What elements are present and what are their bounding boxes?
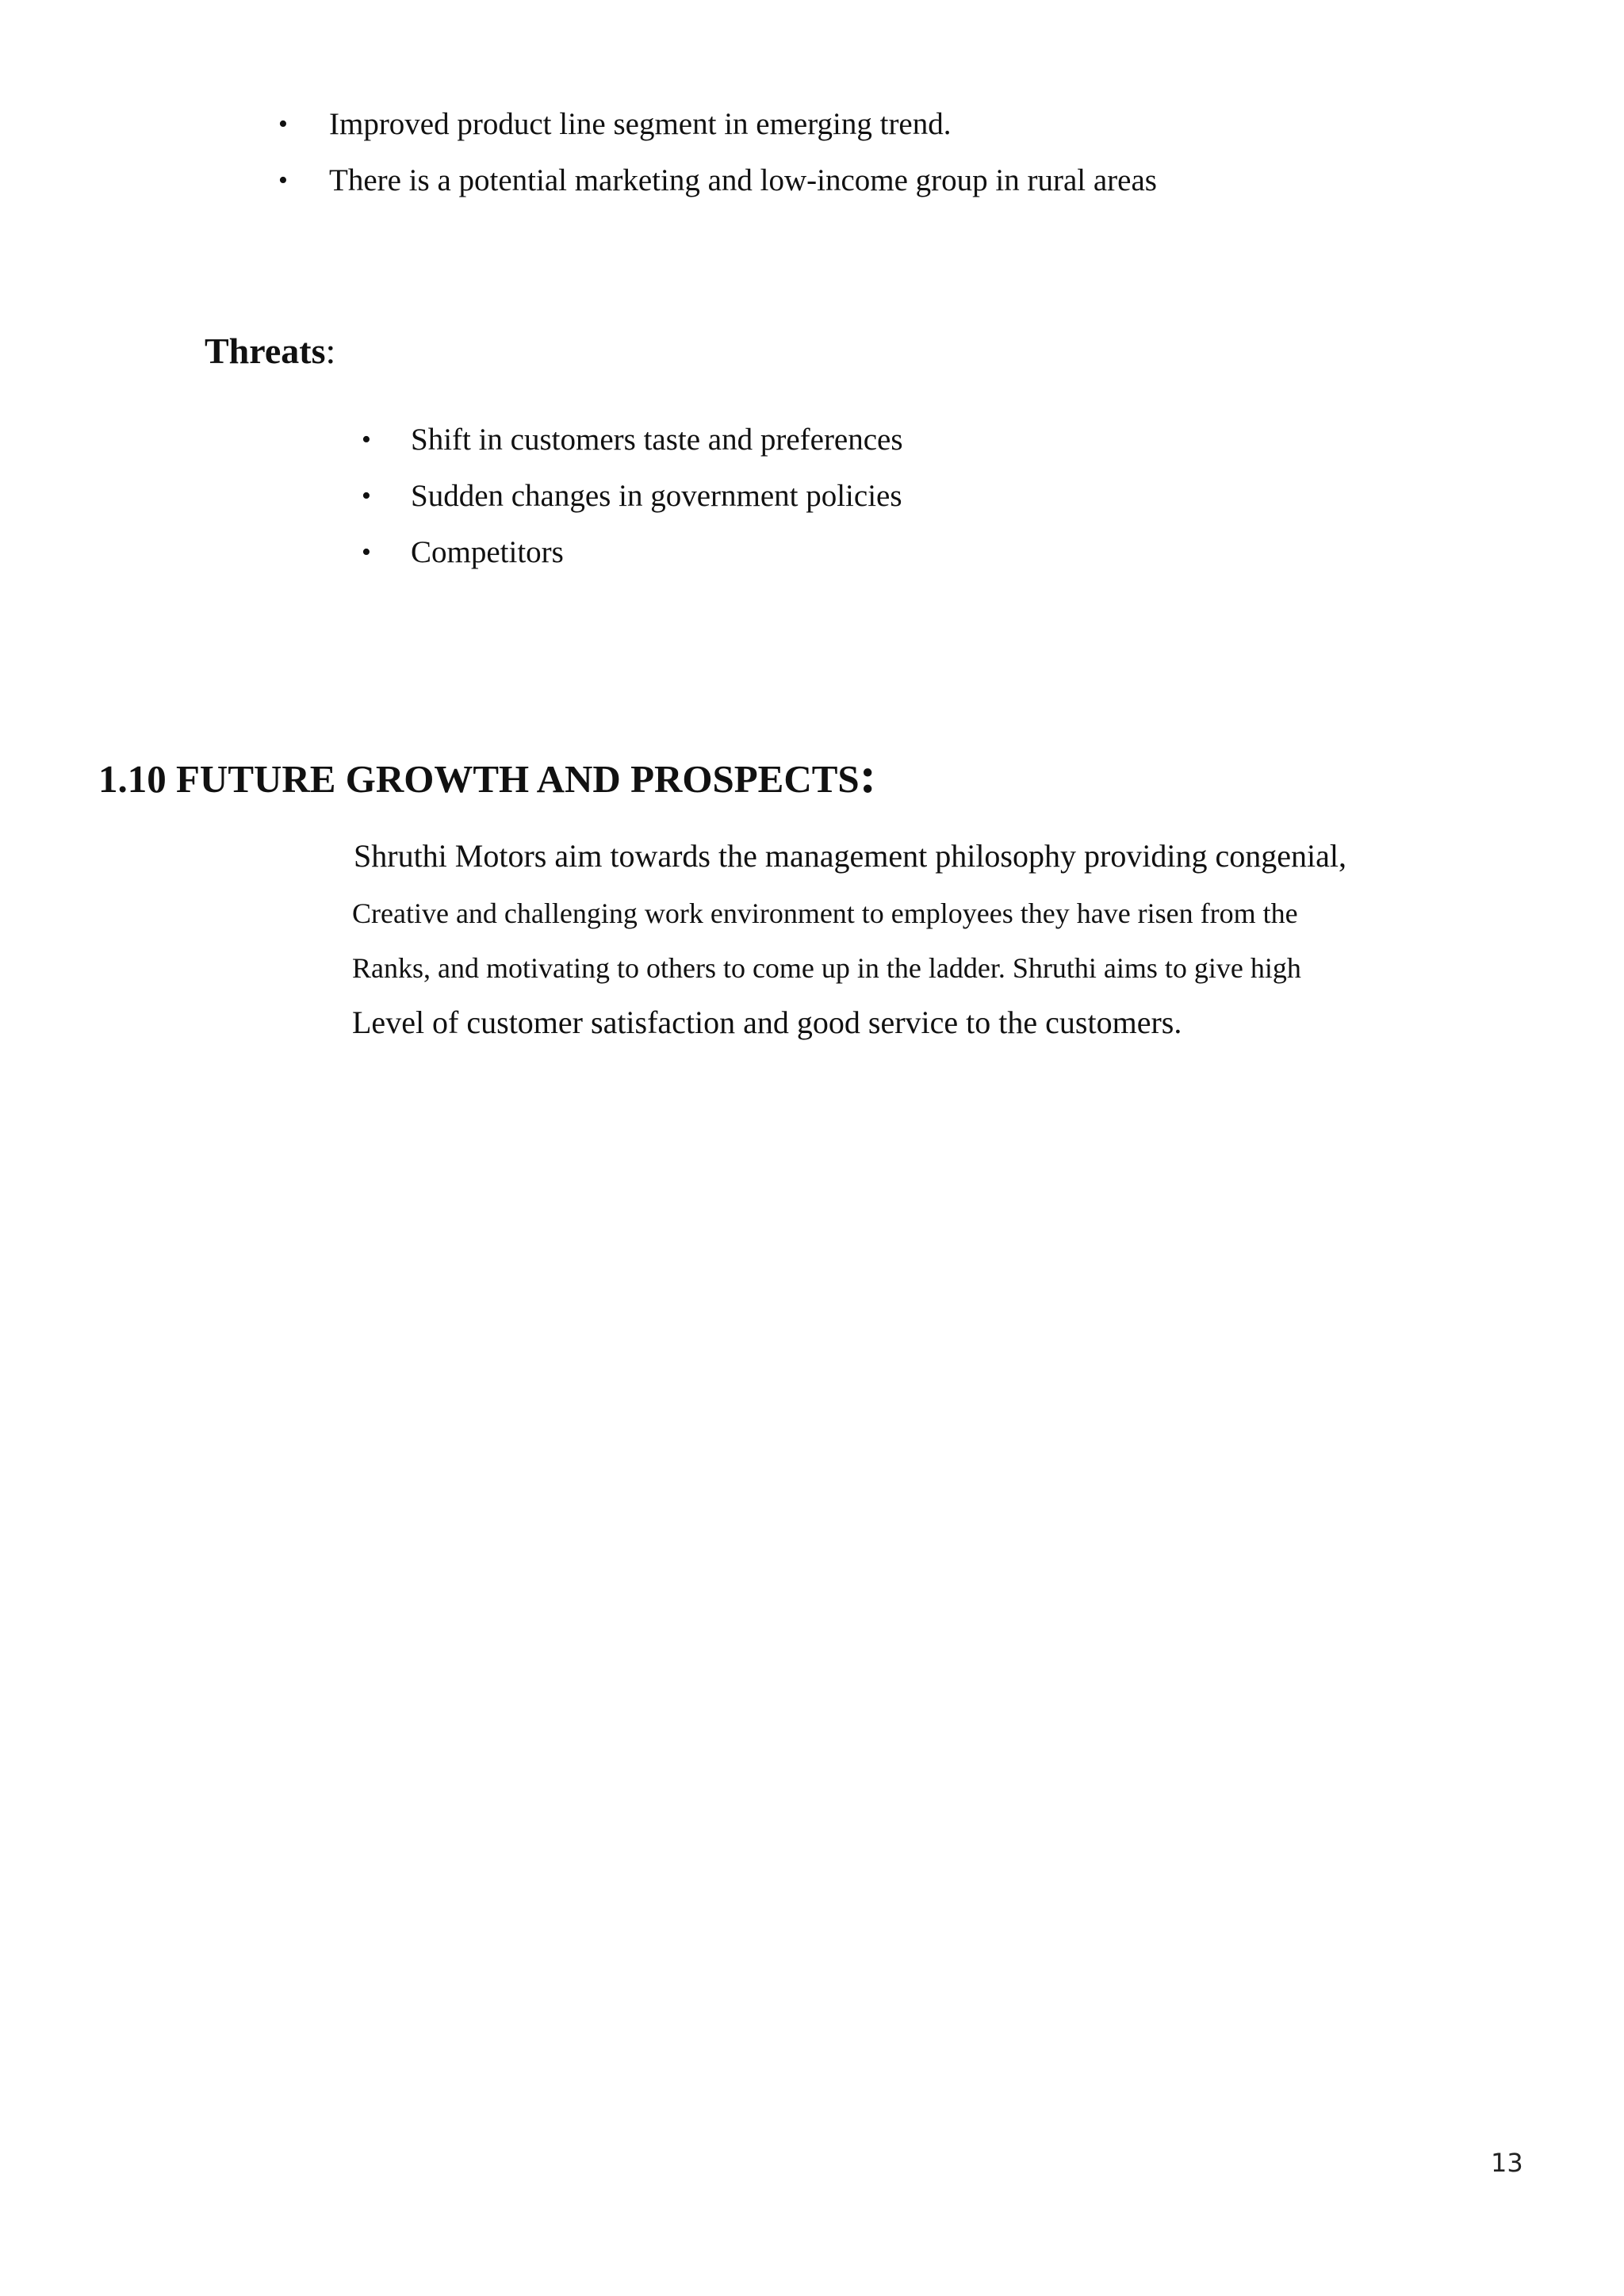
threats-heading-colon: : (325, 331, 336, 371)
paragraph-line: Shruthi Motors aim towards the management philosophy providing congenial, (354, 838, 1347, 874)
list-item (362, 411, 903, 468)
list-item-text: Sudden changes in government policies (411, 479, 902, 513)
threats-heading (205, 323, 335, 379)
bullet-icon: • (362, 481, 371, 511)
threats-heading-text: Threats (205, 331, 326, 371)
list-item-text: Shift in customers taste and preferences (411, 423, 903, 457)
bullet-icon: • (278, 109, 288, 139)
section-heading-text: 1.10 FUTURE GROWTH AND PROSPECTS (98, 757, 860, 801)
bullet-icon: • (278, 166, 288, 195)
list-item (362, 524, 903, 580)
list-item-text: There is a potential marketing and low-income group in rural areas (329, 163, 1157, 197)
bullet-icon: • (362, 538, 371, 567)
threats-list (362, 411, 903, 580)
list-item-text: Improved product line segment in emerging trend. (329, 107, 952, 141)
opportunities-list (278, 96, 1157, 209)
list-item (278, 152, 1157, 209)
list-item (278, 96, 1157, 152)
paragraph-line: Ranks, and motivating to others to come up in the ladder. Shruthi aims to give high (352, 952, 1301, 984)
bullet-icon: • (362, 425, 371, 454)
list-item (362, 468, 903, 524)
section-heading-colon: : (859, 747, 876, 803)
list-item-text: Competitors (411, 535, 564, 569)
page-number: 13 (1491, 2148, 1523, 2178)
paragraph-line: Level of customer satisfaction and good service to the customers. (352, 1004, 1182, 1040)
section-heading-future-growth (98, 748, 876, 807)
paragraph-line: Creative and challenging work environment to employees they have risen from the (352, 897, 1298, 929)
